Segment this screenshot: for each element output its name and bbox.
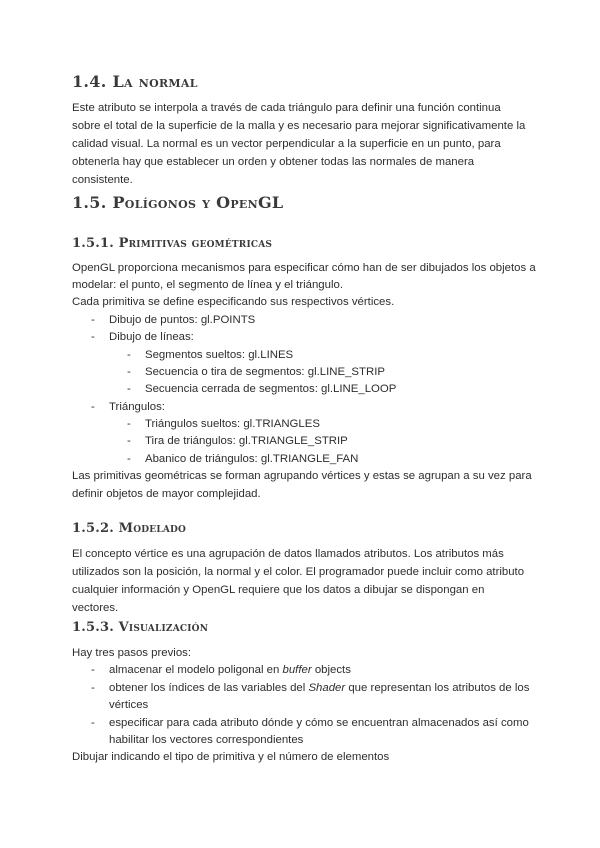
list-item-lines: Dibujo de líneas: bbox=[109, 331, 194, 343]
list-item-triangles: Triángulos: bbox=[109, 401, 165, 413]
paragraph-normal: Este atributo se interpola a través de cada triángulo para definir una función continua sobre el total de la superficie de la malla y es necesario para mejorar significativamente la calidad visual. La normal es un vector perpendicular a la superficie en un punto, para obtenerla hay que establecer un orden y obtener todas las normales de manera consistente. bbox=[72, 102, 526, 186]
heading-1-5-1: 1.5.1. Primitivas geométricas bbox=[72, 236, 273, 251]
heading-1-4: 1.4. La normal bbox=[72, 72, 198, 91]
list-subitem-line-loop: Secuencia cerrada de segmentos: gl.LINE_LOOP bbox=[145, 383, 397, 395]
list-subitem-triangles: Triángulos sueltos: gl.TRIANGLES bbox=[145, 418, 320, 430]
step-3-continuation: habilitar los vectores correspondientes bbox=[109, 734, 304, 746]
list-dash: - bbox=[127, 383, 131, 395]
list-dash: - bbox=[127, 366, 131, 378]
heading-1-5-3: 1.5.3. Visualización bbox=[72, 620, 209, 635]
step-2: obtener los índices de las variables del Shader que representan los atributos de los bbox=[109, 682, 530, 694]
list-dash: - bbox=[91, 314, 95, 326]
list-dash: - bbox=[127, 349, 131, 361]
list-dash: - bbox=[91, 401, 95, 413]
list-subitem-triangle-strip: Tira de triángulos: gl.TRIANGLE_STRIP bbox=[145, 435, 348, 447]
list-dash: - bbox=[91, 717, 95, 729]
step-3: especificar para cada atributo dónde y cómo se encuentran almacenados así como bbox=[109, 717, 529, 729]
list-dash: - bbox=[91, 331, 95, 343]
list-dash: - bbox=[127, 435, 131, 447]
visualization-intro: Hay tres pasos previos: bbox=[72, 647, 192, 659]
list-dash: - bbox=[127, 453, 131, 465]
step-2-continuation: vértices bbox=[109, 699, 149, 711]
paragraph-modelado: El concepto vértice es una agrupación de datos llamados atributos. Los atributos más utilizados son la posición, la normal y el color. El programador puede incluir como atributo cualquier información y OpenGL requiere que los datos a dibujar se dispongan en vectores. bbox=[72, 548, 525, 614]
list-subitem-line-strip: Secuencia o tira de segmentos: gl.LINE_STRIP bbox=[145, 366, 385, 378]
list-subitem-lines: Segmentos sueltos: gl.LINES bbox=[145, 349, 294, 361]
list-dash: - bbox=[91, 664, 95, 676]
primitives-intro-line-2: modelar: el punto, el segmento de línea y el triángulo. bbox=[72, 279, 344, 291]
heading-1-5-2: 1.5.2. Modelado bbox=[72, 521, 187, 536]
visualization-outro: Dibujar indicando el tipo de primitiva y el número de elementos bbox=[72, 751, 390, 763]
step-1: almacenar el modelo poligonal en buffer objects bbox=[109, 664, 351, 676]
list-item-points: Dibujo de puntos: gl.POINTS bbox=[109, 314, 256, 326]
list-dash: - bbox=[127, 418, 131, 430]
primitives-intro-line-3: Cada primitiva se define especificando sus respectivos vértices. bbox=[72, 296, 395, 308]
heading-1-5: 1.5. Polígonos y OpenGL bbox=[72, 193, 284, 212]
primitives-outro: Las primitivas geométricas se forman agrupando vértices y estas se agrupan a su vez para definir objetos de mayor complejidad. bbox=[72, 470, 532, 500]
list-dash: - bbox=[91, 682, 95, 694]
list-subitem-triangle-fan: Abanico de triángulos: gl.TRIANGLE_FAN bbox=[145, 453, 359, 465]
primitives-intro-line-1: OpenGL proporciona mecanismos para especificar cómo han de ser dibujados los objetos a bbox=[72, 262, 536, 274]
